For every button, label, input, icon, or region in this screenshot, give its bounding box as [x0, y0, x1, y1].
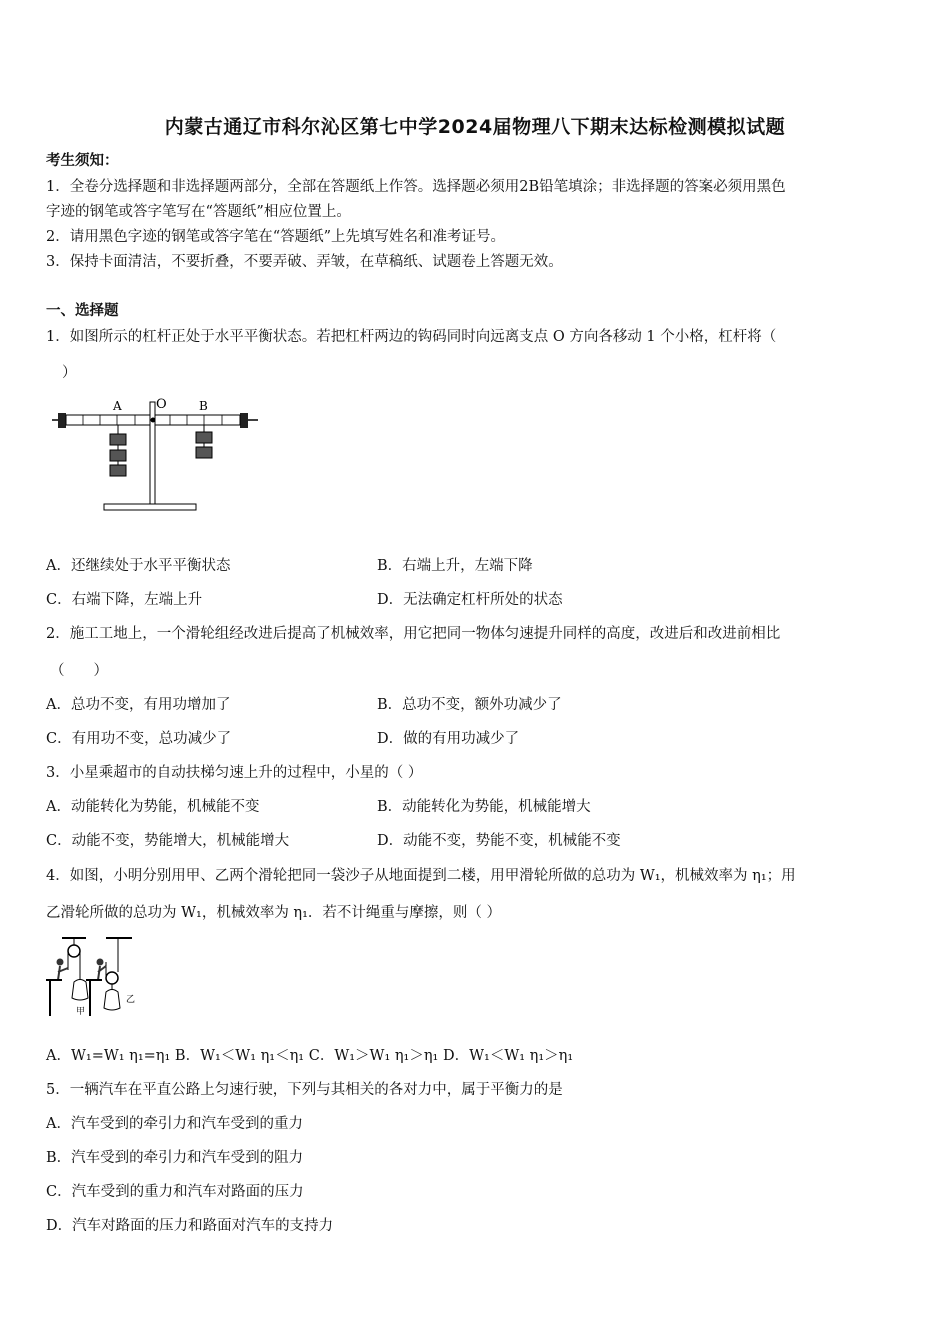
notice-heading: 考生须知： — [46, 152, 119, 169]
lever-label-b: B — [199, 399, 208, 413]
q4-stem-cont: 乙滑轮所做的总功为 W₁，机械效率为 η₁．若不计绳重与摩擦，则（ ） — [46, 905, 502, 921]
q1-stem: 1．如图所示的杠杆正处于水平平衡状态。若把杠杆两边的钩码同时向远离支点 O 方向各移动 1 个小格，杠杆将（ — [46, 329, 777, 345]
notice-item-2: 2．请用黑色字迹的钢笔或答字笔在“答题纸”上先填写姓名和准考证号。 — [46, 229, 506, 245]
q2-option-c[interactable]: C．有用功不变，总功减少了 — [46, 731, 232, 747]
q2-option-b[interactable]: B．总功不变，额外功减少了 — [377, 697, 562, 713]
notice-item-1-cont: 字迹的钢笔或答字笔写在“答题纸”相应位置上。 — [46, 204, 351, 220]
lever-label-o: O — [156, 397, 167, 412]
q3-stem: 3．小星乘超市的自动扶梯匀速上升的过程中，小星的（ ） — [46, 765, 423, 781]
q3-option-b[interactable]: B．动能转化为势能，机械能增大 — [377, 799, 591, 815]
q1-stem-cont: ） — [62, 365, 77, 381]
pulley-label-jia: 甲 — [76, 1007, 86, 1017]
q2-stem-cont: （ ） — [50, 663, 108, 679]
q1-option-c[interactable]: C．右端下降，左端上升 — [46, 592, 203, 608]
q1-option-b[interactable]: B．右端上升，左端下降 — [377, 558, 533, 574]
q5-option-a[interactable]: A．汽车受到的牵引力和汽车受到的重力 — [46, 1116, 303, 1132]
pulley-label-yi: 乙 — [126, 995, 136, 1005]
section-heading: 一、选择题 — [46, 302, 119, 319]
notice-item-1: 1．全卷分选择题和非选择题两部分，全部在答题纸上作答。选择题必须用2B铅笔填涂；非选择题的答案必须用黑色 — [46, 179, 786, 195]
q3-option-c[interactable]: C．动能不变，势能增大，机械能增大 — [46, 833, 290, 849]
pulley-figure — [44, 932, 144, 1020]
q3-option-d[interactable]: D．动能不变，势能不变，机械能不变 — [377, 833, 621, 849]
page-title: 内蒙古通辽市科尔沁区第七中学2024届物理八下期末达标检测模拟试题 — [164, 116, 786, 138]
notice-item-3: 3．保持卡面清洁，不要折叠，不要弄破、弄皱，在草稿纸、试题卷上答题无效。 — [46, 254, 563, 270]
q4-stem: 4．如图，小明分别用甲、乙两个滑轮把同一袋沙子从地面提到二楼，用甲滑轮所做的总功为 W₁，机械效率为 η₁；用 — [46, 868, 796, 884]
q5-option-d[interactable]: D．汽车对路面的压力和路面对汽车的支持力 — [46, 1218, 334, 1234]
q2-option-d[interactable]: D．做的有用功减少了 — [377, 731, 520, 747]
q5-option-b[interactable]: B．汽车受到的牵引力和汽车受到的阻力 — [46, 1150, 304, 1166]
q3-option-a[interactable]: A．动能转化为势能，机械能不变 — [46, 799, 260, 815]
lever-figure — [48, 392, 263, 520]
q1-option-d[interactable]: D．无法确定杠杆所处的状态 — [377, 592, 563, 608]
lever-label-a: A — [113, 399, 122, 413]
q4-options[interactable]: A．W₁=W₁ η₁=η₁ B．W₁＜W₁ η₁＜η₁ C．W₁＞W₁ η₁＞η₁ D．W₁＜W₁ η₁＞η₁ — [46, 1048, 574, 1064]
q1-option-a[interactable]: A．还继续处于水平平衡状态 — [46, 558, 231, 574]
q5-option-c[interactable]: C．汽车受到的重力和汽车对路面的压力 — [46, 1184, 304, 1200]
q2-option-a[interactable]: A．总功不变，有用功增加了 — [46, 697, 231, 713]
q2-stem: 2．施工工地上，一个滑轮组经改进后提高了机械效率，用它把同一物体匀速提升同样的高度，改进后和改进前相比 — [46, 626, 781, 642]
q5-stem: 5．一辆汽车在平直公路上匀速行驶，下列与其相关的各对力中，属于平衡力的是 — [46, 1082, 563, 1098]
